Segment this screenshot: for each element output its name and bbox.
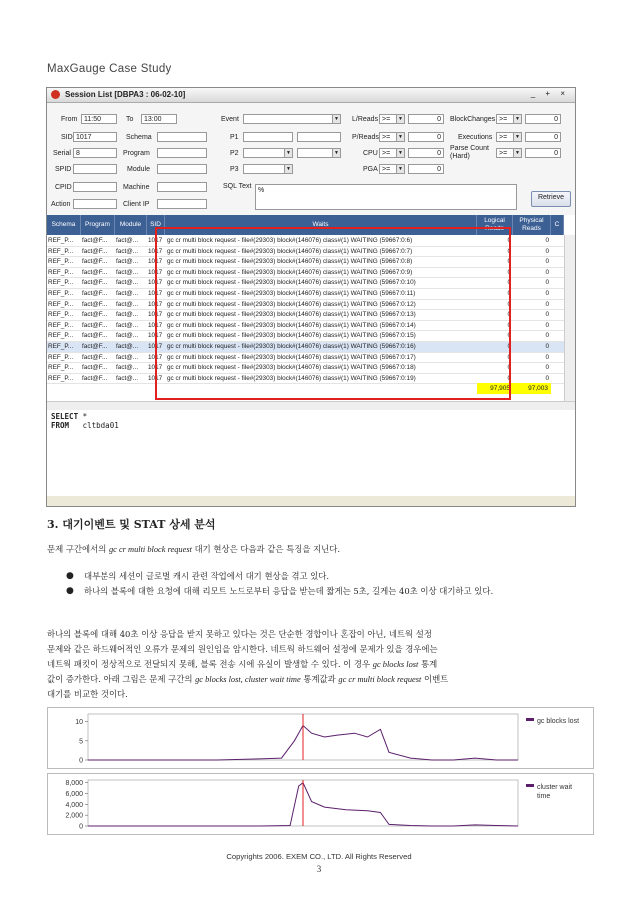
machine-label: Machine <box>123 184 150 191</box>
chevron-down-icon[interactable]: ▼ <box>284 164 293 174</box>
from-label: From <box>61 116 78 123</box>
footer-copyright: Copyrights 2006. EXEM CO., LTD. All Rights Reserved <box>226 852 412 861</box>
retrieve-button[interactable]: Retrieve <box>531 191 571 207</box>
to-input[interactable]: 13:00 <box>141 114 177 124</box>
p2-label: P2 <box>230 150 239 157</box>
cell-lreads: 0 <box>507 300 511 308</box>
cell-module: fact@... <box>116 290 139 297</box>
y-tick-label: 0 <box>79 757 83 765</box>
serial-input[interactable]: 8 <box>73 148 117 158</box>
col-header-module[interactable]: Module <box>115 215 147 235</box>
chevron-down-icon[interactable]: ▼ <box>396 132 405 142</box>
cell-program: fact@F... <box>82 247 108 255</box>
gc-blocks-lost-chart <box>47 707 594 769</box>
cell-program: fact@F... <box>82 311 108 319</box>
cell-module: fact@... <box>116 279 139 287</box>
cell-module: fact@... <box>116 311 139 319</box>
y-tick-label: 5 <box>79 738 83 746</box>
cell-schema: REF_P... <box>48 258 74 266</box>
schema-label: Schema <box>126 134 152 141</box>
cell-lreads: 0 <box>507 311 511 319</box>
cell-program: fact@F... <box>82 374 108 382</box>
table-row[interactable] <box>47 321 564 332</box>
col-header-sid[interactable]: SID <box>147 215 165 235</box>
table-row[interactable] <box>47 310 564 321</box>
sqltext-label: SQL Text <box>223 183 252 190</box>
y-tick-label: 8,000 <box>65 780 83 788</box>
sql-text-panel[interactable] <box>47 410 575 496</box>
cell-schema: REF_P... <box>48 343 74 350</box>
spid-label: SPID <box>55 166 72 173</box>
event-select[interactable] <box>243 114 341 124</box>
chevron-down-icon[interactable]: ▼ <box>332 114 341 124</box>
cell-module: fact@... <box>116 268 139 276</box>
pga-input[interactable]: 0 <box>408 164 444 174</box>
chevron-down-icon[interactable]: ▼ <box>513 148 522 158</box>
cell-lreads: 0 <box>507 321 511 329</box>
bullet-item: ● 대부분의 세션이 글로벌 캐시 관련 작업에서 대기 현상을 겪고 있다. <box>66 569 586 585</box>
cell-schema: REF_P... <box>48 300 74 308</box>
cell-preads: 0 <box>545 343 549 350</box>
pga-label: PGA <box>363 166 378 173</box>
cpu-input[interactable]: 0 <box>408 148 444 158</box>
cell-program: fact@F... <box>82 343 108 350</box>
table-row[interactable] <box>47 300 564 311</box>
cell-sid: 1017 <box>148 311 163 319</box>
lreads-input[interactable]: 0 <box>408 114 444 124</box>
preads-op[interactable]: >= <box>379 132 397 142</box>
cell-preads: 0 <box>545 311 549 319</box>
cell-sid: 1017 <box>148 343 163 350</box>
cell-schema: REF_P... <box>48 268 74 276</box>
cell-preads: 0 <box>545 321 549 329</box>
y-tick-label: 10 <box>75 719 83 727</box>
cell-preads: 0 <box>545 374 549 382</box>
cell-program: fact@F... <box>82 279 108 287</box>
module-input[interactable] <box>157 164 207 174</box>
cell-wait: gc cr multi block request - file#(29303) block#(146076) class#(1) WAITING (59667:0:14) <box>167 321 416 329</box>
cell-sid: 1017 <box>148 300 163 308</box>
cell-sid: 1017 <box>148 290 163 297</box>
cell-sid: 1017 <box>148 332 163 340</box>
sqltext-input[interactable]: % <box>255 184 517 210</box>
cell-sid: 1017 <box>148 258 163 266</box>
cell-preads: 0 <box>545 290 549 297</box>
cell-sid: 1017 <box>148 353 163 361</box>
window-title: Session List [DBPA3 : 06-02-10] <box>65 90 186 99</box>
y-tick-label: 6,000 <box>65 791 83 799</box>
schema-input[interactable] <box>157 132 207 142</box>
table-row[interactable] <box>47 236 564 247</box>
cell-sid: 1017 <box>148 279 163 287</box>
serial-label: Serial <box>53 150 71 157</box>
col-header-lreads[interactable]: Logical Reads <box>477 215 513 235</box>
cell-wait: gc cr multi block request - file#(29303) block#(146076) class#(1) WAITING (59667:0:12) <box>167 300 416 308</box>
cpid-label: CPID <box>55 184 72 191</box>
cell-wait: gc cr multi block request - file#(29303) block#(146076) class#(1) WAITING (59667:0:11) <box>167 290 416 297</box>
blockchanges-input[interactable]: 0 <box>525 114 561 124</box>
chevron-down-icon[interactable]: ▼ <box>396 148 405 158</box>
cell-wait: gc cr multi block request - file#(29303) block#(146076) class#(1) WAITING (59667:0:19) <box>167 374 416 382</box>
cell-lreads: 0 <box>507 364 511 372</box>
cell-program: fact@F... <box>82 364 108 372</box>
cell-lreads: 0 <box>507 290 511 297</box>
sql-text: * <box>82 412 88 421</box>
filter-form <box>47 103 575 215</box>
event-label: Event <box>221 116 239 123</box>
cell-lreads: 0 <box>507 268 511 276</box>
preads-label: P/Reads <box>352 134 379 141</box>
cell-lreads: 0 <box>507 374 511 382</box>
cell-lreads: 0 <box>507 332 511 340</box>
bullet-icon: ● <box>66 571 74 581</box>
executions-input[interactable]: 0 <box>525 132 561 142</box>
cell-module: fact@... <box>116 321 139 329</box>
executions-op[interactable]: >= <box>496 132 514 142</box>
col-header-program[interactable]: Program <box>81 215 115 235</box>
cell-wait: gc cr multi block request - file#(29303) block#(146076) class#(1) WAITING (59667:0:9) <box>167 268 413 276</box>
blockchanges-label: BlockChanges <box>450 116 496 123</box>
cell-wait: gc cr multi block request - file#(29303) block#(146076) class#(1) WAITING (59667:0:18) <box>167 364 416 372</box>
lreads-label: L/Reads <box>352 116 379 123</box>
p1-label: P1 <box>230 134 239 141</box>
cell-lreads: 0 <box>507 279 511 287</box>
table-row[interactable] <box>47 278 564 289</box>
cell-wait: gc cr multi block request - file#(29303) block#(146076) class#(1) WAITING (59667:0:7) <box>167 247 413 255</box>
clientip-input[interactable] <box>157 199 207 209</box>
legend-swatch <box>526 784 534 787</box>
sid-label: SID <box>61 134 73 141</box>
cell-program: fact@F... <box>82 332 108 340</box>
cell-wait: gc cr multi block request - file#(29303) block#(146076) class#(1) WAITING (59667:0:16) <box>167 343 416 350</box>
cell-schema: REF_P... <box>48 353 74 361</box>
legend-label: gc blocks lost <box>537 718 580 725</box>
y-tick-label: 4,000 <box>65 801 83 809</box>
cell-schema: REF_P... <box>48 311 74 319</box>
y-tick-label: 0 <box>79 823 83 831</box>
session-grid <box>47 215 575 401</box>
cluster-wait-time-svg <box>48 774 593 834</box>
cell-sid: 1017 <box>148 268 163 276</box>
blockchanges-op[interactable]: >= <box>496 114 514 124</box>
cell-lreads: 0 <box>507 258 511 266</box>
cell-sid: 1017 <box>148 364 163 372</box>
gc-blocks-lost-svg <box>48 708 593 768</box>
cell-preads: 0 <box>545 279 549 287</box>
cell-lreads: 0 <box>507 343 511 350</box>
cell-preads: 0 <box>545 268 549 276</box>
cell-schema: REF_P... <box>48 364 74 372</box>
chevron-down-icon[interactable]: ▼ <box>513 132 522 142</box>
cell-preads: 0 <box>545 258 549 266</box>
preads-input[interactable]: 0 <box>408 132 444 142</box>
spid-input[interactable] <box>73 164 117 174</box>
cell-schema: REF_P... <box>48 247 74 255</box>
window-titlebar[interactable] <box>47 88 575 103</box>
sql-keyword: FROM <box>51 421 70 430</box>
table-row[interactable] <box>47 353 564 364</box>
executions-label: Executions <box>458 134 493 141</box>
cell-program: fact@F... <box>82 353 108 361</box>
chevron-down-icon[interactable]: ▼ <box>332 148 341 158</box>
p1-input[interactable] <box>243 132 293 142</box>
cell-module: fact@... <box>116 353 139 361</box>
table-row[interactable] <box>47 289 564 300</box>
table-row[interactable] <box>47 247 564 258</box>
p3-label: P3 <box>230 166 239 173</box>
table-row[interactable] <box>47 257 564 268</box>
cell-module: fact@... <box>116 343 139 350</box>
col-header-schema[interactable]: Schema <box>47 215 81 235</box>
page-number: 3 <box>316 864 322 874</box>
cell-program: fact@F... <box>82 268 108 276</box>
action-input[interactable] <box>73 199 117 209</box>
cell-wait: gc cr multi block request - file#(29303) block#(146076) class#(1) WAITING (59667:0:8) <box>167 258 413 266</box>
cell-sid: 1017 <box>148 247 163 255</box>
cpu-label: CPU <box>363 150 378 157</box>
col-header-preads[interactable]: Physical Reads <box>513 215 551 235</box>
section-title: 3. 대기이벤트 및 STAT 상세 분석 <box>47 518 216 531</box>
cell-module: fact@... <box>116 364 139 372</box>
sql-keyword: SELECT <box>51 412 79 421</box>
total-lreads: 97,905 <box>477 383 513 394</box>
bullet-item: ● 하나의 블록에 대한 요청에 대해 리모트 노드로부터 응답을 받는데 짧게는 5초, 길게는 40초 이상 대기하고 있다. <box>66 584 586 616</box>
cell-program: fact@F... <box>82 321 108 329</box>
parsecount-label: Parse Count (Hard) <box>450 145 489 160</box>
cell-preads: 0 <box>545 300 549 308</box>
program-label: Program <box>123 150 150 157</box>
chevron-down-icon[interactable]: ▼ <box>284 148 293 158</box>
cell-sid: 1017 <box>148 237 163 244</box>
to-label: To <box>126 116 134 123</box>
cell-schema: REF_P... <box>48 279 74 287</box>
cell-module: fact@... <box>116 332 139 340</box>
chevron-down-icon[interactable]: ▼ <box>396 114 405 124</box>
cell-schema: REF_P... <box>48 332 74 340</box>
cell-program: fact@F... <box>82 300 108 308</box>
legend-label: cluster wait time <box>537 784 573 800</box>
cell-preads: 0 <box>545 364 549 372</box>
chevron-down-icon[interactable]: ▼ <box>396 164 405 174</box>
machine-input[interactable] <box>157 182 207 192</box>
cell-wait: gc cr multi block request - file#(29303) block#(146076) class#(1) WAITING (59667:0:10) <box>167 279 416 287</box>
grid-vertical-scrollbar[interactable] <box>564 235 575 401</box>
cell-lreads: 0 <box>507 353 511 361</box>
session-list-window <box>46 87 576 507</box>
table-row[interactable] <box>47 331 564 342</box>
cell-preads: 0 <box>545 247 549 255</box>
clientip-label: Client IP <box>123 201 150 208</box>
cell-sid: 1017 <box>148 374 163 382</box>
cell-program: fact@F... <box>82 237 108 244</box>
cpu-op[interactable]: >= <box>379 148 397 158</box>
cell-preads: 0 <box>545 353 549 361</box>
chevron-down-icon[interactable]: ▼ <box>513 114 522 124</box>
cell-wait: gc cr multi block request - file#(29303) block#(146076) class#(1) WAITING (59667:0:13) <box>167 311 416 319</box>
cell-preads: 0 <box>545 237 549 244</box>
pga-op[interactable]: >= <box>379 164 397 174</box>
col-header-c[interactable]: C <box>551 215 564 235</box>
body-paragraph: 하나의 블록에 대해 40초 이상 응답을 받지 못하고 있다는 것은 단순한 경합이나 혼잡이 아닌, 네트웍 설정 문제와 같은 하드웨어적인 오류가 문제의 원인임을 암시한다. 네트웍 하드웨어 설정에 문제가 있을 경우에는 네트웍 패킷이 정상적으로 전달되지 못해, 블록 전송 시에 유실이 발생할 수 있다. 이 경우 gc blocks lost 통계 값이 증가한다. 아래 그림은 문제 구간의 gc blocks lost, cluster wait time 통계값과 gc cr multi block request 이벤트 대기를 비교한 것이다. <box>47 629 449 699</box>
from-input[interactable]: 11:50 <box>81 114 117 124</box>
table-row[interactable] <box>47 363 564 374</box>
program-input[interactable] <box>157 148 207 158</box>
cpid-input[interactable] <box>73 182 117 192</box>
action-label: Action <box>51 201 71 208</box>
document-header: MaxGauge Case Study <box>47 63 172 75</box>
cell-module: fact@... <box>116 237 139 244</box>
app-icon <box>51 90 60 99</box>
parsecount-op[interactable]: >= <box>496 148 514 158</box>
cell-module: fact@... <box>116 258 139 266</box>
cell-wait: gc cr multi block request - file#(29303) block#(146076) class#(1) WAITING (59667:0:15) <box>167 332 416 340</box>
legend-swatch <box>526 718 534 721</box>
module-label: Module <box>127 166 150 173</box>
cell-wait: gc cr multi block request - file#(29303) block#(146076) class#(1) WAITING (59667:0:17) <box>167 353 416 361</box>
cell-program: fact@F... <box>82 290 108 297</box>
p1-input-2[interactable] <box>297 132 341 142</box>
cell-lreads: 0 <box>507 247 511 255</box>
cell-sid: 1017 <box>148 321 163 329</box>
cell-schema: REF_P... <box>48 321 74 329</box>
table-row[interactable] <box>47 268 564 279</box>
cluster-wait-time-chart <box>47 773 594 835</box>
lreads-op[interactable]: >= <box>379 114 397 124</box>
cell-schema: REF_P... <box>48 290 74 297</box>
y-tick-label: 2,000 <box>65 812 83 820</box>
cell-lreads: 0 <box>507 237 511 244</box>
sql-text: cltbda01 <box>82 421 119 430</box>
cell-module: fact@... <box>116 247 139 255</box>
intro-paragraph: 문제 구간에서의 gc cr multi block request 대기 현상은 다음과 같은 특징을 지닌다. <box>47 544 340 554</box>
cell-preads: 0 <box>545 332 549 340</box>
window-controls[interactable]: _ + × <box>530 89 569 98</box>
cell-module: fact@... <box>116 300 139 308</box>
parsecount-input[interactable]: 0 <box>525 148 561 158</box>
col-header-waits[interactable]: Waits <box>165 215 477 235</box>
bullet-icon: ● <box>66 586 74 596</box>
total-preads: 97,003 <box>513 383 551 394</box>
cell-schema: REF_P... <box>48 374 74 382</box>
cell-program: fact@F... <box>82 258 108 266</box>
cell-schema: REF_P... <box>48 237 74 244</box>
cell-module: fact@... <box>116 374 139 382</box>
table-row[interactable] <box>47 342 564 353</box>
cell-wait: gc cr multi block request - file#(29303) block#(146076) class#(1) WAITING (59667:0:6) <box>167 237 413 244</box>
sid-input[interactable]: 1017 <box>73 132 117 142</box>
